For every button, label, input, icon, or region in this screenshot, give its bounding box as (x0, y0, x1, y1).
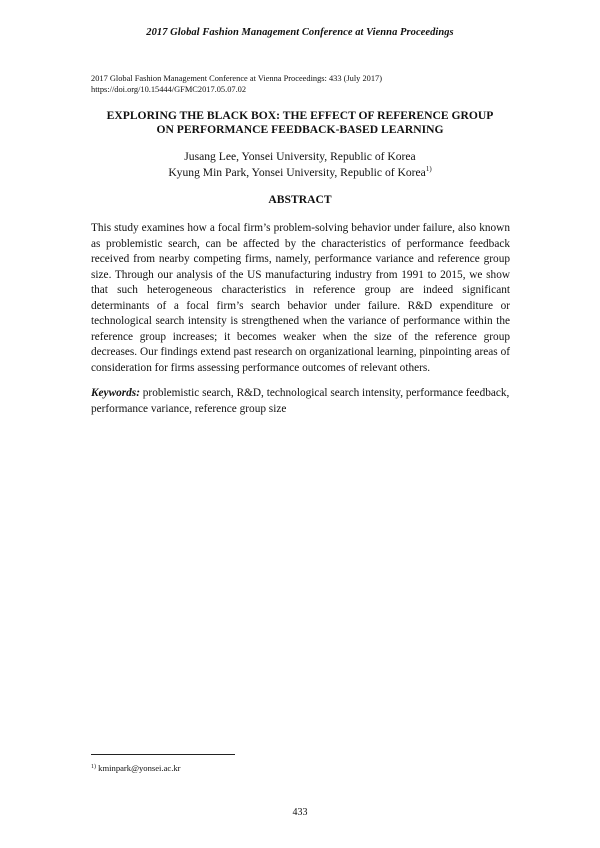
author-affiliation: Jusang Lee, Yonsei University, Republic of Korea (184, 150, 416, 163)
footnote-email[interactable]: kminpark@yonsei.ac.kr (98, 763, 181, 773)
footnote-divider (91, 754, 235, 755)
keywords-label: Keywords: (91, 387, 140, 399)
doi-link[interactable]: https://doi.org/10.15444/GFMC2017.05.07.02 (91, 85, 247, 94)
keywords-text: problemistic search, R&D, technological search intensity, performance feedback, performance variance, reference group size (91, 387, 510, 415)
citation-line: 2017 Global Fashion Management Conference at Vienna Proceedings: 433 (July 2017) (91, 74, 383, 83)
footnote-marker: 1) (91, 764, 96, 770)
title-line: EXPLORING THE BLACK BOX: THE EFFECT OF REFERENCE GROUP (106, 109, 494, 122)
footnote (91, 763, 181, 773)
keywords-paragraph (91, 386, 510, 417)
citation-block (91, 73, 382, 95)
running-head: 2017 Global Fashion Management Conference at Vienna Proceedings (146, 27, 454, 38)
author-affiliation: Kyung Min Park, Yonsei University, Republic of Korea (168, 166, 426, 179)
footnote-marker: 1) (425, 165, 432, 173)
abstract-body: This study examines how a focal firm’s problem-solving behavior under failure, also known as problemistic search, can be affected by the characteristics of performance feedback received from nearby competing firms, namely, performance variance and reference group size. Through our analysis of the US manufacturing industry from 1991 to 2015, we show that such heterogeneous characteristics in reference group are indeed significant determinants of a focal firm’s search behavior under failure. R&D expenditure or technological search intensity is strengthened when the variance of performance within the reference group increases; it becomes weaker when the size of the reference group decreases. Our findings extend past research on organizational learning, pinpointing areas of consideration for firms assessing performance outcomes of relevant others. (91, 222, 510, 374)
page-number: 433 (292, 807, 308, 818)
author-line (0, 165, 600, 181)
paper-title (0, 109, 600, 137)
author-line (0, 149, 600, 165)
abstract-heading: ABSTRACT (268, 193, 332, 206)
title-line: ON PERFORMANCE FEEDBACK-BASED LEARNING (156, 123, 444, 136)
author-list (0, 149, 600, 181)
